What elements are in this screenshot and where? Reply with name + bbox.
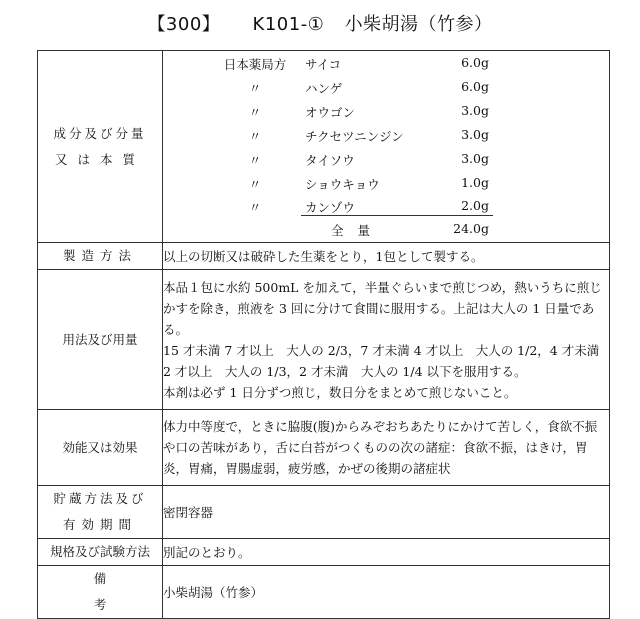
composition-content (163, 51, 610, 243)
usage-paragraph: 15 才未満 7 才以上 大人の 2/3，7 才未満 4 才以上 大人の 1/2，4 才未満 2 才以上 大人の 1/3，2 才未満 大人の 1/4 以下を服用する。 (163, 342, 600, 379)
ingredient-row: 〃 カンゾウ 2.0g (248, 197, 489, 215)
total-divider (301, 215, 493, 216)
storage-text: 密閉容器 (163, 486, 610, 539)
manufacturing-text: 以上の切断又は破砕した生薬をとり，1包として製する。 (163, 243, 610, 270)
efficacy-label: 効能又は効果 (38, 410, 163, 486)
manufacturing-row (38, 243, 610, 270)
storage-row (38, 486, 610, 539)
specification-table (37, 50, 610, 619)
ingredient-list (163, 53, 609, 241)
test-row (38, 539, 610, 566)
total-amount: 24.0g (453, 220, 489, 236)
usage-label: 用法及び用量 (38, 270, 163, 410)
usage-paragraph: 本剤は必ず 1 日分ずつ煎じ，数日分をまとめて煎じないこと。 (163, 384, 517, 400)
ingredient-row: 日本薬局方 サイコ 6.0g (223, 54, 489, 72)
manufacturing-label: 製造方法 (38, 243, 163, 270)
composition-label: 成分及び分量 又は本質 (38, 51, 163, 243)
total-label: 全量 (331, 222, 385, 238)
remarks-text: 小柴胡湯（竹参） (163, 566, 610, 619)
ingredient-row: 〃 ショウキョウ 1.0g (248, 174, 489, 192)
usage-content (163, 270, 610, 410)
ingredient-row: 〃 オウゴン 3.0g (248, 102, 489, 120)
remarks-row (38, 566, 610, 619)
usage-row (38, 270, 610, 410)
document-title (0, 10, 640, 36)
efficacy-text: 体力中等度で，ときに脇腹(腹)からみぞおちあたりにかけて苦しく，食欲不振や口の苦味があり，舌に白苔がつくものの次の諸症：食欲不振，はきけ，胃炎，胃痛，胃腸虚弱，疲労感，かぜの後期の諸症状 (163, 410, 610, 486)
usage-paragraph: 本品１包に水約 500mL を加えて，半量ぐらいまで煎じつめ，熱いうちに煎じかすを除き，煎液を 3 回に分けて食間に服用する。上記は大人の 1 日量である。 (163, 279, 602, 337)
remarks-label: 備考 (38, 566, 163, 619)
ingredient-row: 〃 タイソウ 3.0g (248, 150, 489, 168)
ingredient-row: 〃 ハンゲ 6.0g (248, 78, 489, 96)
product-number: 【300】 (147, 14, 221, 35)
efficacy-row (38, 410, 610, 486)
product-name: 小柴胡湯（竹参） (344, 14, 493, 35)
total-row (163, 221, 609, 243)
composition-row (38, 51, 610, 243)
test-text: 別記のとおり。 (163, 539, 610, 566)
test-label: 規格及び試験方法 (38, 539, 163, 566)
product-code: K101-① (252, 14, 325, 35)
ingredient-row: 〃 チクセツニンジン 3.0g (248, 126, 489, 144)
storage-label: 貯蔵方法及び 有効期間 (38, 486, 163, 539)
